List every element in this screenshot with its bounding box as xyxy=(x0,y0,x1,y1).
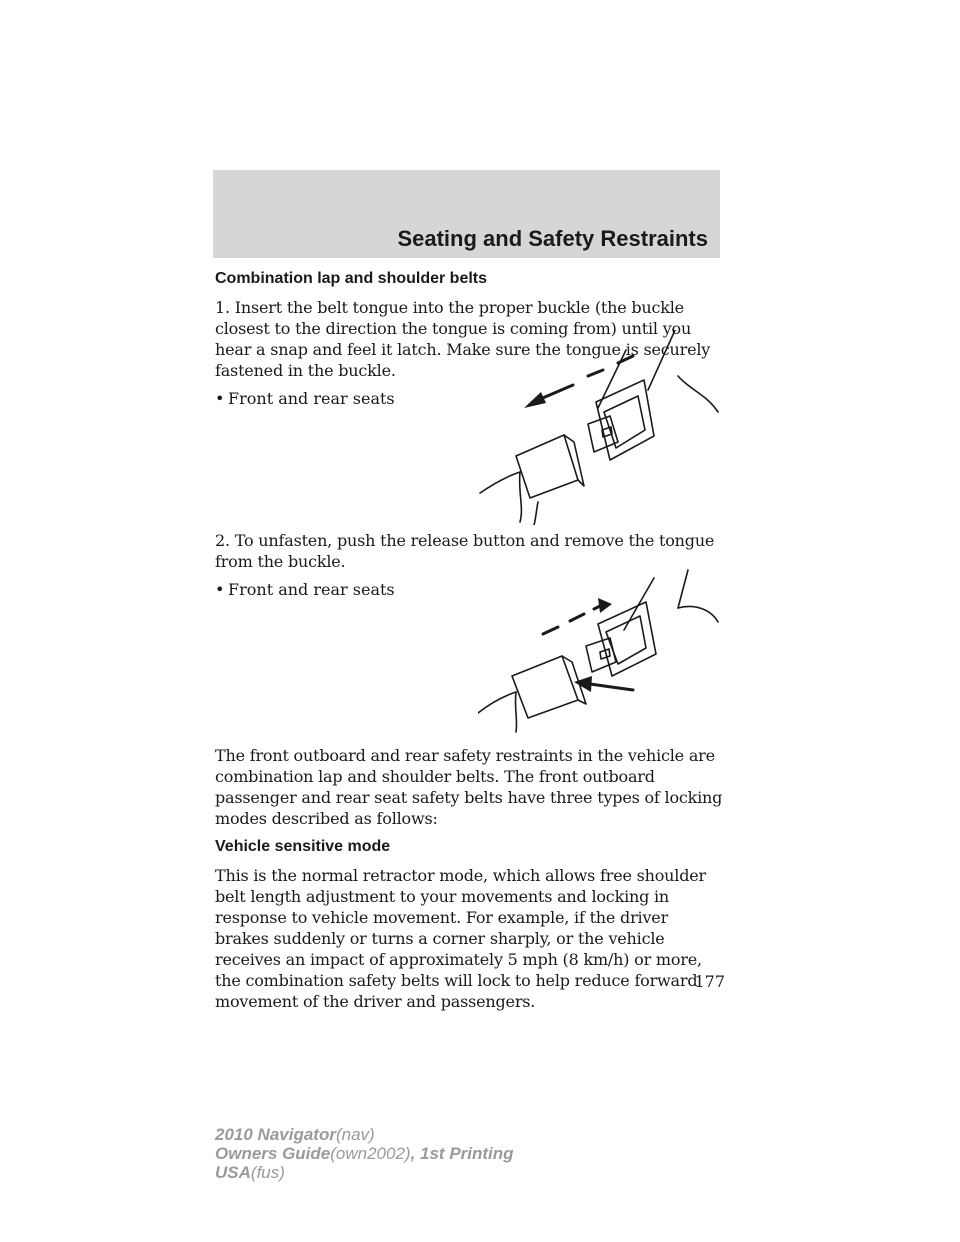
step1-text: 1. Insert the belt tongue into the proper buckle (the buckle closest to the direction the tongue is coming from) until you hear a snap and feel it latch. Make sure the tongue is securely fastened in the buckle. xyxy=(215,298,711,380)
arrow-right-icon xyxy=(543,598,612,634)
footer-printing: , 1st Printing xyxy=(410,1144,514,1163)
fasten-belt-illustration xyxy=(478,330,728,525)
step2-bullet-label: Front and rear seats xyxy=(228,580,395,599)
step1-bullet-label: Front and rear seats xyxy=(228,389,395,408)
footer-guide-code: (own2002) xyxy=(330,1144,411,1163)
vehicle-sensitive-text: This is the normal retractor mode, which allows free shoulder belt length adjustment to your movements and locking in response to vehicle movement. For example, if the driver brakes suddenly or turns a corner sharply, or the vehicle receives an impact of approximately 5 mph (8 km/h) or more, the combination safety belts will lock to help reduce forward movement of the driver and passengers. xyxy=(215,866,706,1011)
page-number: 177 xyxy=(694,972,725,991)
bullet-dot: • xyxy=(215,580,225,599)
heading-combination-belts: Combination lap and shoulder belts xyxy=(215,270,488,287)
print-footer xyxy=(215,1125,514,1182)
step2-text: 2. To unfasten, push the release button and remove the tongue from the buckle. xyxy=(215,531,715,571)
footer-model-code: (nav) xyxy=(335,1125,375,1144)
unfasten-belt-illustration xyxy=(478,568,728,733)
footer-line-1 xyxy=(215,1125,514,1144)
footer-guide: Owners Guide xyxy=(215,1144,331,1163)
heading-vehicle-sensitive: Vehicle sensitive mode xyxy=(215,838,391,855)
footer-line-2 xyxy=(215,1144,514,1163)
footer-region: USA xyxy=(215,1163,251,1182)
section-title: Seating and Safety Restraints xyxy=(397,226,708,251)
footer-model: 2010 Navigator xyxy=(215,1125,336,1144)
locking-modes-block xyxy=(215,745,725,1012)
footer-line-3 xyxy=(215,1163,514,1182)
section-header xyxy=(213,170,720,258)
footer-region-code: (fus) xyxy=(250,1163,285,1182)
locking-modes-text: The front outboard and rear safety restraints in the vehicle are combination lap and shoulder belts. The front outboard passenger and rear seat safety belts have three types of locking modes described as follows: xyxy=(215,746,723,828)
release-button-arrow-icon xyxy=(574,676,633,692)
bullet-dot: • xyxy=(215,389,225,408)
arrow-left-icon xyxy=(524,356,633,408)
